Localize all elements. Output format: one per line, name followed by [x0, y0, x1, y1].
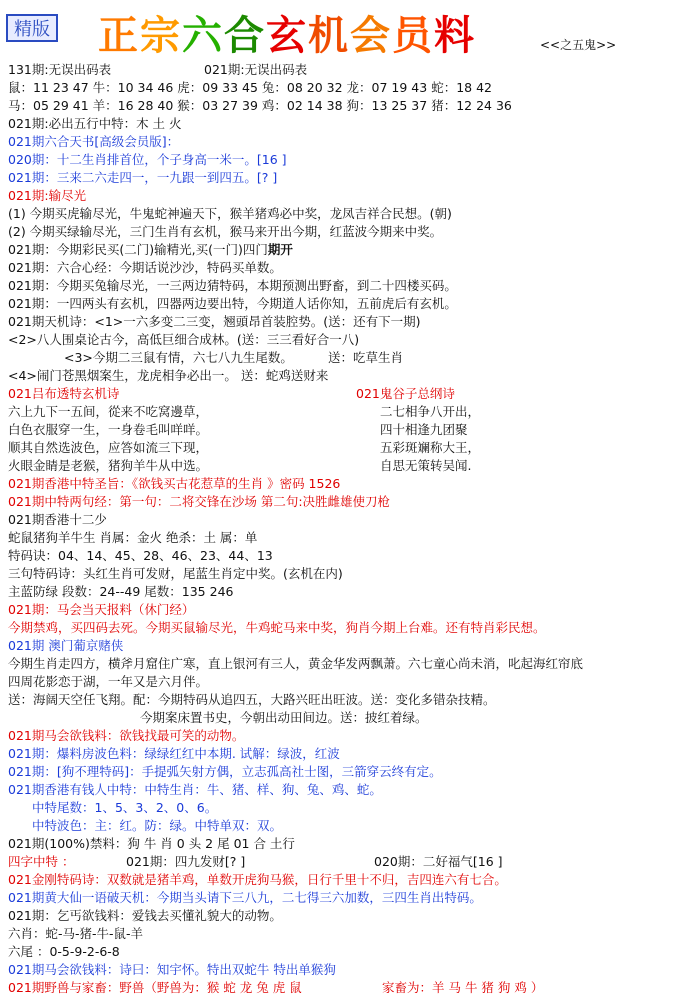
text-line: 送：海阔天空任飞翔。配：今期特码从追四五，大路兴旺出旺波。送：变化多错杂技精。: [8, 692, 496, 707]
title-char: 会: [350, 12, 392, 59]
poem-heading: 021吕布透特玄机诗: [8, 386, 120, 401]
text-line: [8, 817, 674, 835]
section-heading: 021期香港十二少: [8, 512, 107, 527]
poem-line: [8, 421, 674, 439]
text-line: 021期：六合心经：今期话说沙沙，特码买单数。: [8, 260, 282, 275]
text-line: 四周花影恋于湖，一年又是六月伴。: [8, 674, 209, 689]
poem-right-line: 二七相争八开出，: [380, 404, 481, 419]
text-line: 021期中特两句经：第一句：二将交锋在沙场 第二句:决胜雌雄使刀枪: [8, 494, 391, 509]
page-title: [98, 4, 476, 61]
section-heading: 021期 澳门葡京赌侠: [8, 638, 124, 653]
header-tag: <<之五鬼>>: [540, 38, 617, 52]
title-char: 合: [224, 12, 266, 59]
text-line: 021期香港有钱人中特：中特生肖：牛、猪、样、狗、兔、鸡、蛇。: [8, 782, 382, 797]
text-line: 021金刚特码诗：双数就是猪羊鸡，单数开虎狗马猴，日行千里十不归，吉四连六有七合。: [8, 872, 507, 887]
poem-right-line: 五彩斑斓称大王，: [380, 440, 481, 455]
text-line: 三句特码诗：头红生肖可发财，尾蓝生肖定中奖。(玄机在内): [8, 566, 343, 581]
text-line: 021期天机诗：<1>一六多变二三变，翘頭昂首装腔势。(送：还有下一期): [8, 314, 421, 329]
text-line: 021期:必出五行中特：木 土 火: [8, 116, 182, 131]
text-line: 021期(100%)禁料：狗 牛 肖 0 头 2 尾 01 合 土行: [8, 836, 295, 851]
text-line: 蛇鼠猪狗羊牛生 肖属：金火 绝杀：土 属：单: [8, 530, 258, 545]
title-char: 机: [308, 12, 350, 59]
text-line: [8, 241, 674, 259]
text-line: 021期马会欲钱料：欲钱找最可笑的动物。: [8, 728, 245, 743]
text-fragment: 021期：四九发财[? ]: [126, 854, 246, 869]
text-line: 今期禁鸡，买四码去死。今期买鼠输尽光，牛鸡蛇马来中奖，狗肖今期上台难。还有特肖彩民想。: [8, 620, 546, 635]
section-heading: 021期：马会当天报料（休门经）: [8, 602, 195, 617]
text-line: <2>八人围桌论古今，高低巨细合成林。(送：三三看好合一八): [8, 332, 360, 347]
title-char: 宗: [140, 12, 182, 59]
text-line: 六尾 ：0-5-9-2-6-8: [8, 944, 120, 959]
text-line: 021期：今期买兔输尽光，一三两边猜特码，本期预测出野畜，到二十四楼买码。: [8, 278, 457, 293]
text-fragment: 021期野兽与家畜：野兽（野兽为：猴 蛇 龙 兔 虎 鼠: [8, 980, 302, 995]
text-line: 特码诀：04、14、45、28、46、23、44、13: [8, 548, 273, 563]
poem-left-line: 白色衣服穿一生，一身卷毛叫咩咩。: [8, 422, 209, 437]
text-line: 主蓝防绿 段数：24--49 尾数：135 246: [8, 584, 234, 599]
title-char: 玄: [266, 12, 308, 59]
edition-badge: 精版: [6, 14, 58, 42]
text-line: [8, 349, 674, 367]
text-line: 六肖：蛇-马-猪-牛-鼠-羊: [8, 926, 144, 941]
text-line: [8, 709, 674, 727]
text-fragment: 中特尾数：1、5、3、2、0、6。: [32, 800, 218, 815]
poem-right-line: 四十相逢九团聚: [380, 422, 468, 437]
text-line: 021期：三来二六走四一，一九跟一到四五。[? ]: [8, 170, 278, 185]
poem-line: [8, 457, 674, 475]
code-table-title: 021期:无误出码表: [204, 62, 308, 77]
text-line: [8, 799, 674, 817]
poem-heading: 021鬼谷子总纲诗: [356, 386, 455, 401]
poem-left-line: 火眼金睛是老猴，猪狗羊牛从中选。: [8, 458, 209, 473]
poem-left-line: 六上九下一五间，從来不吃窝邊草，: [8, 404, 209, 419]
section-heading: 021期六合天书[高级会员版]：: [8, 134, 180, 149]
code-table-title: 131期:无误出码表: [8, 62, 112, 77]
text-line: 021期马会欲钱料：诗曰：知宇怀。特出双蛇牛 特出单猴狗: [8, 962, 336, 977]
article-body: [8, 61, 674, 997]
text-line: [8, 61, 674, 79]
text-line: (2) 今期买绿输尽光，三门生肖有玄机，猴马来开出今期，红蓝波今期来中奖。: [8, 224, 443, 239]
text-fragment: 中特波色：主：红。防：绿。中特单双：双。: [32, 818, 283, 833]
zodiac-number-row: 鼠：11 23 47 牛：10 34 46 虎：09 33 45 兔：08 20 32 龙：07 19 43 蛇：18 42: [8, 80, 492, 95]
text-fragment: 020期：二好福气[16 ]: [374, 854, 503, 869]
text-fragment: 家畜为：羊 马 牛 猪 狗 鸡 ）: [382, 980, 544, 995]
poem-right-line: 自思无策转吴闻.: [380, 458, 472, 473]
text-line: 021期：乞丐欲钱料：爱钱去买懂礼貌大的动物。: [8, 908, 282, 923]
title-char: 料: [434, 12, 476, 59]
poem-line: [8, 403, 674, 421]
text-line: <4>闹门苍黑烟案生，龙虎相争必出一。 送：蛇鸡送财来: [8, 368, 329, 383]
text-line: 021期香港中特圣旨：《欲钱买古花惹草的生肖 》密码 1526: [8, 476, 341, 491]
title-char: 正: [98, 12, 140, 59]
poem-left-line: 顺其自然选波色，应答如流三下现，: [8, 440, 209, 455]
text-line: 021期：[狗不理特码]：手提弧矢射方偶，立志孤高社士图，三箭穿云终有定。: [8, 764, 442, 779]
section-heading: 021期:输尽光: [8, 188, 87, 203]
text-line: 今期生肖走四方，横斧月窟住广寒，直上银河有三人，黄金华发两飘萧。六七童心尚未消，叱起海红帘底: [8, 656, 584, 671]
text-fragment: 期开: [267, 242, 293, 257]
text-line: 021期黄大仙一语破天机：今期当头请下三八九，二七得三六加数，三四生肖出特码。: [8, 890, 482, 905]
text-line: [8, 853, 674, 871]
text-fragment: 送：吃草生肖: [328, 350, 404, 365]
text-line: [8, 979, 674, 997]
text-fragment: 四字中特 ：: [8, 854, 75, 869]
text-line: 020期：十二生肖排首位，个子身高一米一。[16 ]: [8, 152, 287, 167]
text-fragment: 今期案床置书史，今朝出动田间边。送：披红着绿。: [140, 710, 428, 725]
text-line: 021期：一四两头有玄机，四器两边要出特，今期道人话你知，五前虎后有玄机。: [8, 296, 457, 311]
text-line: [8, 385, 674, 403]
title-char: 员: [392, 12, 434, 59]
poem-line: [8, 439, 674, 457]
text-line: 021期：爆料房波色料：绿绿红红中本期. 试解：绿波，红波: [8, 746, 340, 761]
text-line: (1) 今期买虎输尽光，牛鬼蛇神遍天下，猴羊猪鸡必中奖，龙凤吉祥合民想。(朝): [8, 206, 452, 221]
text-fragment: 021期：今期彩民买(二门)输精光,买(一门)四门: [8, 242, 268, 257]
zodiac-number-row: 马：05 29 41 羊：16 28 40 猴：03 27 39 鸡：02 14 38 狗：13 25 37 猪：12 24 36: [8, 98, 512, 113]
title-char: 六: [182, 12, 224, 59]
text-fragment: <3>今期二三鼠有情，六七八九生尾数。: [64, 350, 293, 365]
